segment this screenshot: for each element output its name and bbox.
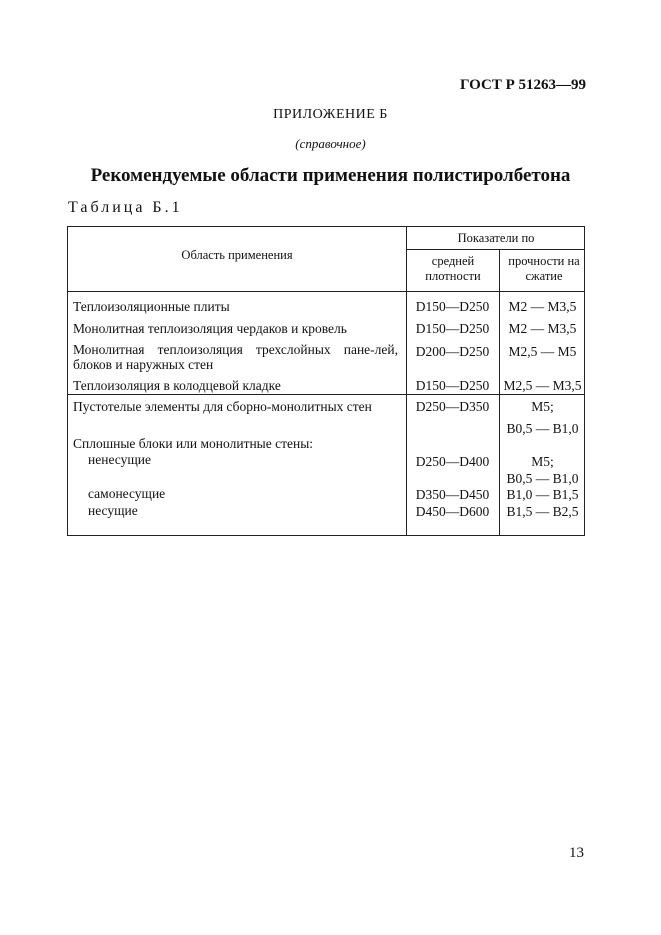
- table-row-area: Теплоизоляционные плиты: [73, 299, 230, 314]
- table-row-area: несущие: [88, 503, 138, 518]
- table-row-area: Теплоизоляция в колодцевой кладке: [73, 378, 281, 393]
- table-row-area: Монолитная теплоизоляция чердаков и кровель: [73, 321, 347, 336]
- table-row-density: D350—D450: [415, 487, 490, 502]
- table-caption: Таблица Б.1: [68, 199, 183, 216]
- table-subheading: Сплошные блоки или монолитные стены:: [73, 436, 314, 451]
- header-strength: прочности на сжатие: [508, 254, 580, 283]
- table-row-strength: M2,5 — M5: [508, 344, 577, 359]
- header-indicators: Показатели по: [457, 231, 535, 245]
- document-title: Рекомендуемые области применения полистиролбетона: [90, 165, 571, 186]
- header-bottom-rule: [68, 291, 584, 292]
- table-row-area: ненесущие: [88, 452, 151, 467]
- table-row-strength: M5;: [531, 454, 554, 469]
- table-row-strength: B1,0 — B1,5: [506, 487, 579, 502]
- appendix-note: (справочное): [295, 136, 366, 151]
- header-divider: [406, 249, 584, 250]
- page-number: 13: [569, 845, 584, 861]
- table-row-density: D150—D250: [415, 378, 490, 393]
- table-row-density: D250—D400: [415, 454, 490, 469]
- group-divider: [68, 394, 584, 395]
- header-density: средней плотности: [425, 254, 481, 283]
- table-row-area: Монолитная теплоизоляция трехслойных пане-лей, блоков и наружных стен: [73, 342, 398, 372]
- table-row-density: D150—D250: [415, 321, 490, 336]
- applications-table: [67, 226, 585, 536]
- table-row-strength: B0,5 — B1,0: [506, 421, 579, 436]
- table-row-density: D200—D250: [415, 344, 490, 359]
- header-area: Область применения: [181, 248, 293, 262]
- table-row-area: самонесущие: [88, 486, 166, 501]
- table-row-strength: M5;: [531, 399, 554, 414]
- table-row-strength: B0,5 — B1,0: [506, 471, 579, 486]
- table-row-strength: M2 — M3,5: [508, 299, 577, 314]
- table-row-strength: M2 — M3,5: [508, 321, 577, 336]
- table-row-density: D250—D350: [415, 399, 490, 414]
- table-row-strength: B1,5 — B2,5: [506, 504, 579, 519]
- appendix-title: ПРИЛОЖЕНИЕ Б: [273, 107, 388, 122]
- table-row-density: D150—D250: [415, 299, 490, 314]
- table-row-area: Пустотелые элементы для сборно-монолитных стен: [73, 399, 372, 414]
- table-row-density: D450—D600: [415, 504, 490, 519]
- document-code: ГОСТ Р 51263—99: [459, 77, 586, 93]
- table-row-strength: M2,5 — M3,5: [503, 378, 582, 393]
